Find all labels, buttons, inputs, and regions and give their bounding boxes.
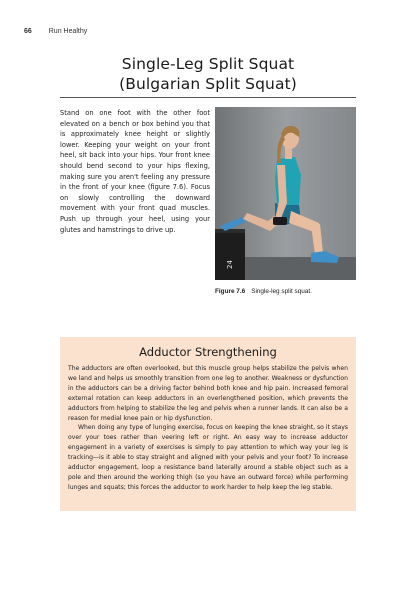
running-head-title: Run Healthy xyxy=(48,28,88,35)
box-label: 24 xyxy=(226,260,234,269)
title-line-1: Single-Leg Split Squat xyxy=(121,55,295,73)
dumbbell xyxy=(273,217,287,225)
figure-label: Figure 7.6 xyxy=(215,288,246,295)
split-squat-illustration xyxy=(215,107,356,280)
sidebar-heading: Adductor Strengthening xyxy=(139,345,277,359)
page-number: 66 xyxy=(24,28,32,35)
plyo-box xyxy=(215,229,245,280)
exercise-title xyxy=(60,54,356,94)
sidebar-text xyxy=(68,364,348,493)
sidebar-paragraph-1: The adductors are often overlooked, but this muscle group helps stabilize the pelvis when we land and helps us smoothly transition from one leg to another. Weakness or dysfunction in the adductors can be a driving factor behind both knee and hip pain. Increased femoral external rotation can keep adductors in an overlengthened position, which prevents the adductors from helping to stabilize the leg and pelvis when a runner lands. It can also be a reason for medial knee pain or hip dysfunction. xyxy=(68,365,348,422)
figure-photo xyxy=(215,107,356,280)
figure-caption xyxy=(215,288,312,295)
title-line-2: (Bulgarian Split Squat) xyxy=(119,75,297,93)
exercise-instructions: Stand on one foot with the other foot elevated on a bench or box behind you that is approximately knee height or slightly lower. Keeping your weight on your front heel, sit back into your hips. Your front knee should bend second to your hips flexing, making sure you aren't feeling any pressure in the front of your knee (figure 7.6). Focus on slowly controlling the downward movement with your front quad muscles. Push up through your heel, using your glutes and hamstrings to drive up. xyxy=(60,109,210,234)
adductor-sidebar xyxy=(60,337,356,511)
figure-caption-text: Single-leg split squat. xyxy=(251,288,312,295)
running-header xyxy=(24,28,87,35)
title-rule xyxy=(60,97,356,98)
sidebar-paragraph-2: When doing any type of lunging exercise, focus on keeping the knee straight, so it stays over your toes rather than veering left or right. An easy way to increase adductor engagement in a variety of exercises is simply to pay attention to which way your leg is tracking—is it able to stay straight and aligned with your pelvis and your foot? To increase adductor engagement, loop a resistance band laterally around a stable object such as a pole and then around the working thigh (so you have an outward force) while performing lunges and squats; this forces the adductor to work harder to help keep the leg stable. xyxy=(68,424,348,491)
